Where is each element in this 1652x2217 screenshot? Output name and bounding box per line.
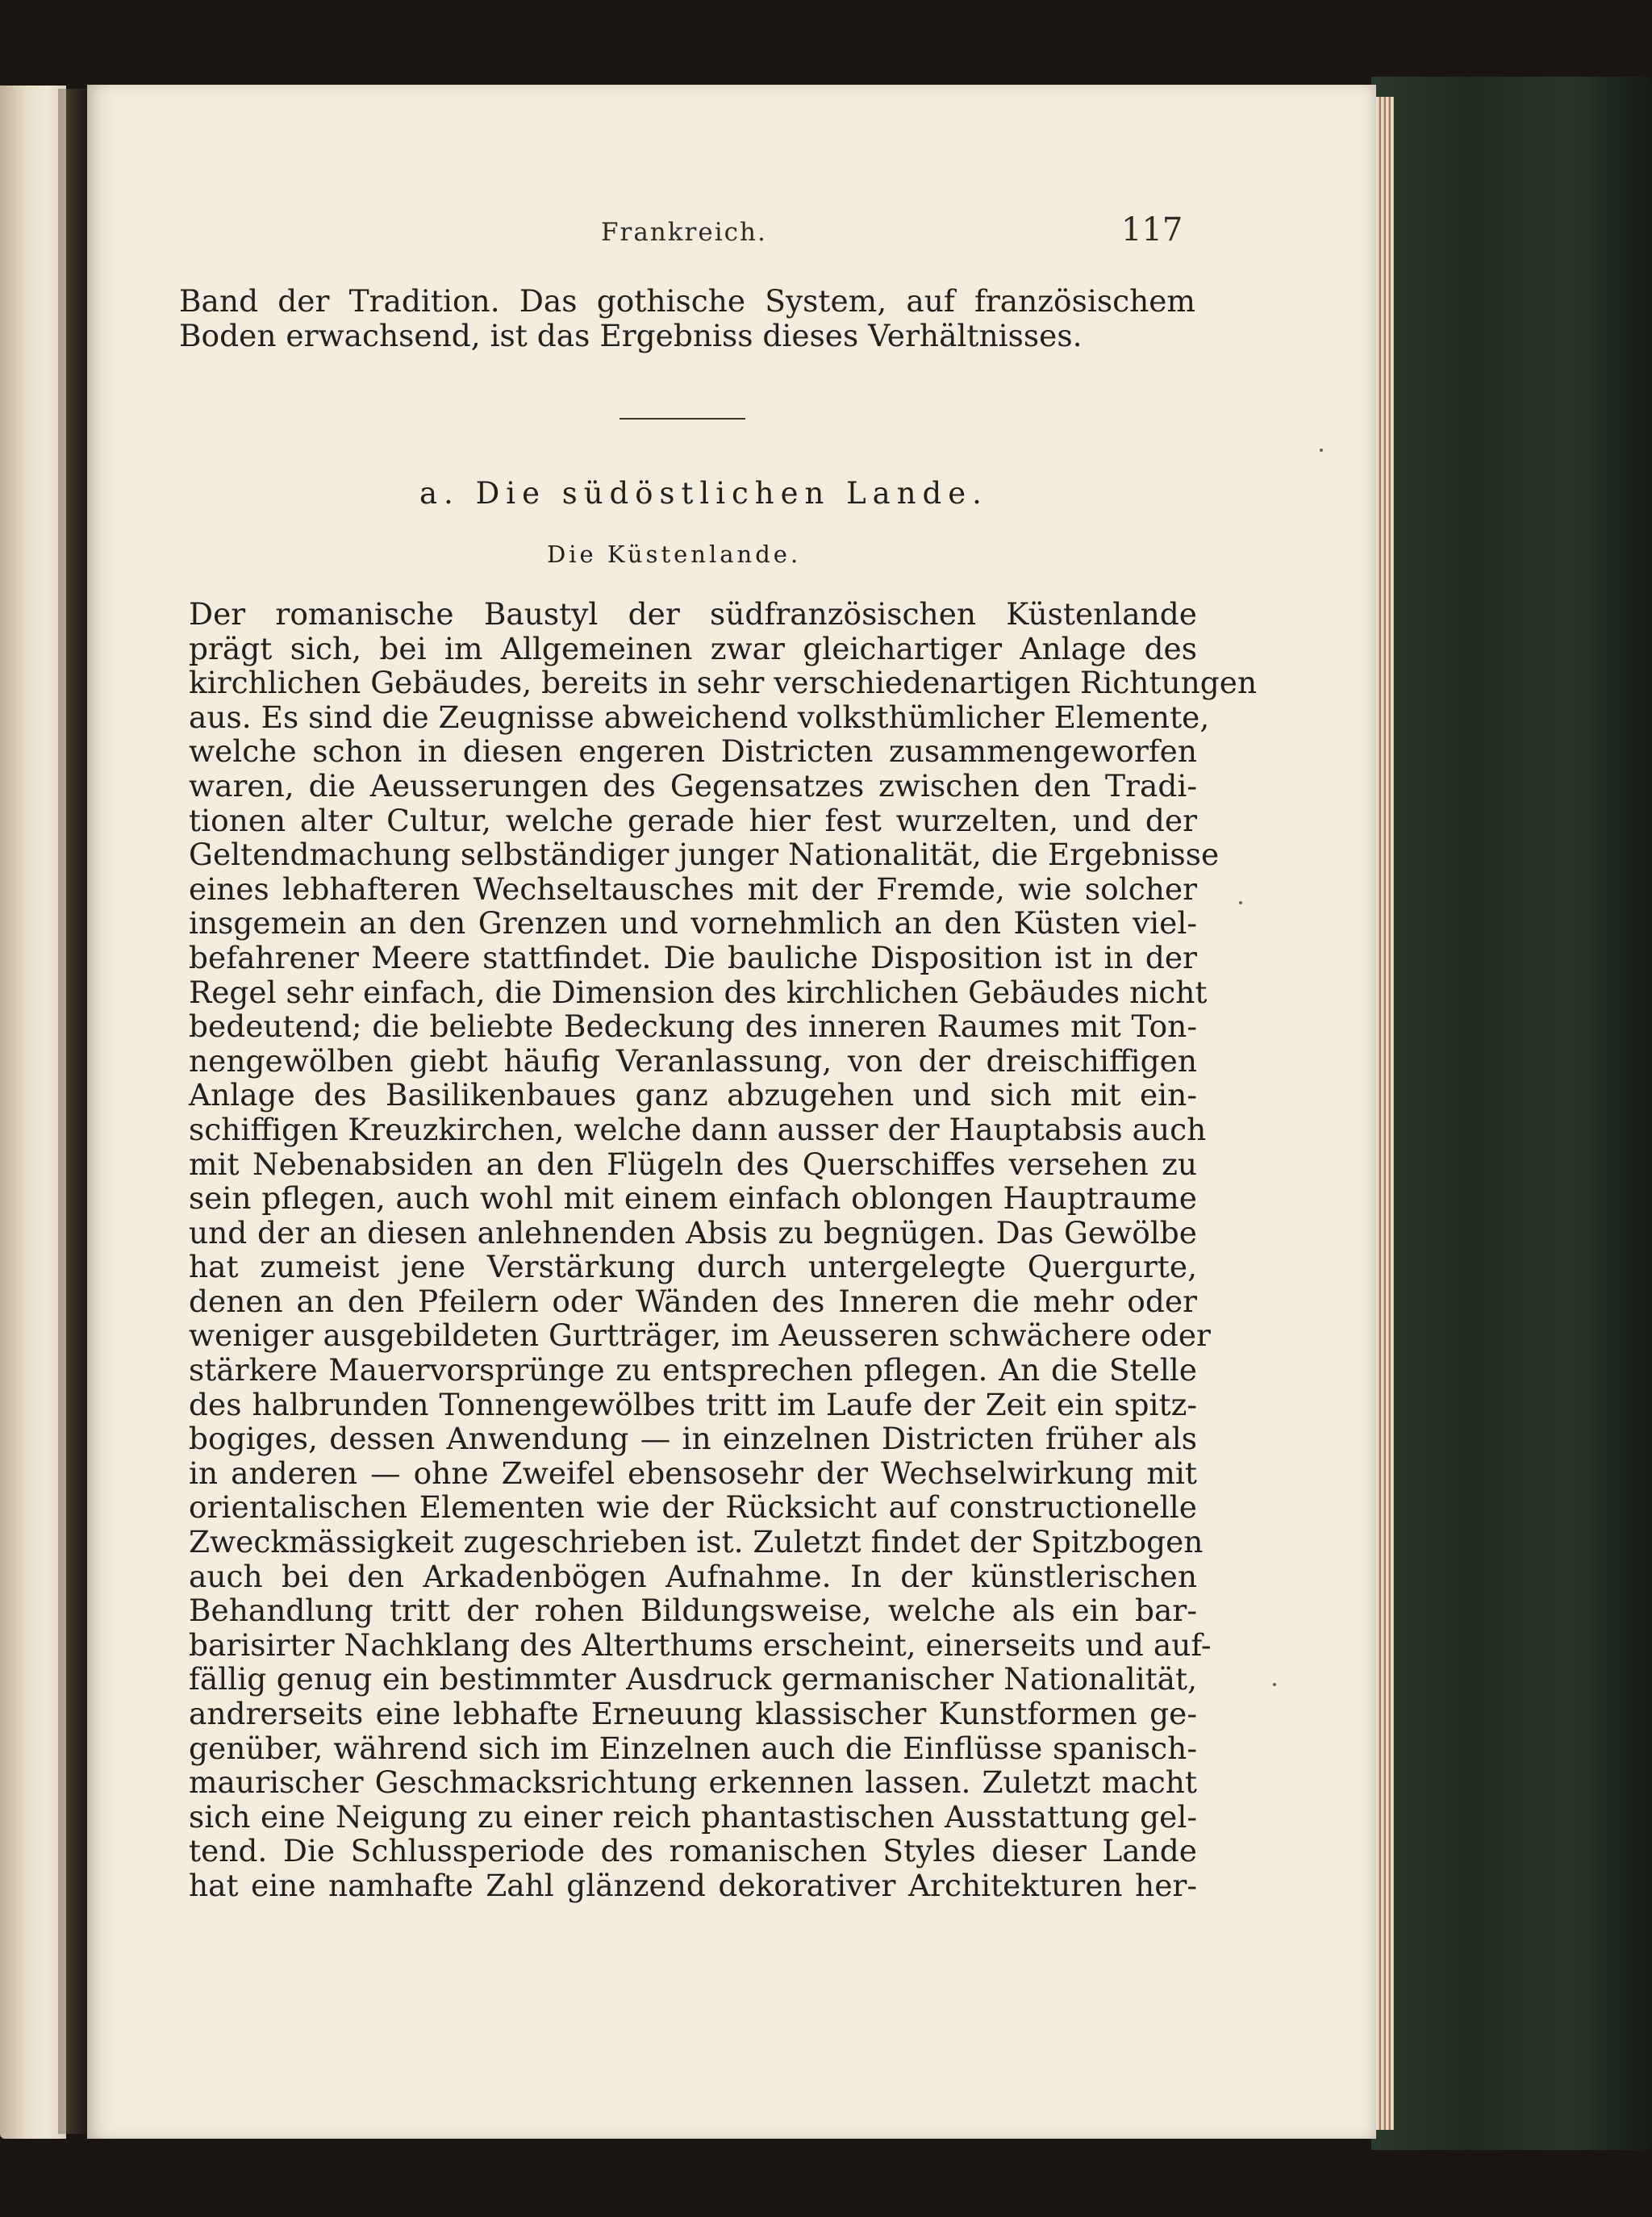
gutter-shadow (58, 89, 90, 2134)
text-line: sein pflegen, auch wohl mit einem einfach oblongen Hauptraume (189, 1180, 1197, 1217)
text-line: Anlage des Basilikenbaues ganz abzugehen und sich mit ein- (189, 1077, 1197, 1113)
text-line: befahrener Meere stattfindet. Die bauliche Disposition ist in der (189, 939, 1197, 975)
text-line: welche schon in diesen engeren Districten zusammengeworfen (189, 733, 1197, 770)
text-line: schiffigen Kreuzkirchen, welche dann ausser der Hauptabsis auch (189, 1111, 1207, 1147)
text-line: Behandlung tritt der rohen Bildungsweise, welche als ein bar- (189, 1593, 1197, 1629)
text-line: Band der Tradition. Das gothische System, auf französischem (179, 283, 1195, 319)
text-line: kirchlichen Gebäudes, bereits in sehr verschiedenartigen Richtungen (189, 665, 1258, 701)
text-line: stärkere Mauervorsprünge zu entsprechen pflegen. An die Stelle (189, 1352, 1197, 1388)
text-line: des halbrunden Tonnengewölbes tritt im Laufe der Zeit ein spitz- (189, 1386, 1197, 1422)
text-line: Geltendmachung selbständiger junger Nationalität, die Ergebnisse (189, 837, 1220, 873)
book-cover (1371, 77, 1652, 2150)
text-line: sich eine Neigung zu einer reich phantastischen Ausstattung gel- (189, 1798, 1197, 1835)
paper-speck (1273, 1683, 1276, 1686)
text-line: auch bei den Arkadenbögen Aufnahme. In der künstlerischen (189, 1558, 1197, 1594)
text-line: in anderen — ohne Zweifel ebensosehr der Wechselwirkung mit (189, 1455, 1197, 1491)
section-divider (620, 418, 745, 420)
text-line: weniger ausgebildeten Gurtträger, im Aeusseren schwächere oder (189, 1317, 1211, 1354)
text-line: fällig genug ein bestimmter Ausdruck germanischer Nationalität, (189, 1661, 1197, 1697)
text-line: Der romanische Baustyl der südfranzösischen Küstenlande (189, 596, 1197, 632)
text-line: orientalischen Elementen wie der Rücksicht auf constructionelle (189, 1489, 1197, 1526)
text-line: und der an diesen anlehnenden Absis zu begnügen. Das Gewölbe (189, 1214, 1197, 1250)
text-line: Regel sehr einfach, die Dimension des kirchlichen Gebäudes nicht (189, 974, 1208, 1010)
text-line: andrerseits eine lebhafte Erneuung klassischer Kunstformen ge- (189, 1696, 1197, 1731)
text-line: maurischer Geschmacksrichtung erkennen lassen. Zuletzt macht (189, 1764, 1197, 1801)
text-line: bogiges, dessen Anwendung — in einzelnen Districten früher als (189, 1421, 1197, 1457)
paper-speck (1320, 449, 1323, 452)
page-number: 117 (1121, 211, 1183, 248)
section-title: a. Die südöstlichen Lande. (419, 476, 988, 511)
text-line: hat zumeist jene Verstärkung durch untergelegte Quergurte, (189, 1249, 1197, 1285)
text-line: bedeutend; die beliebte Bedeckung des inneren Raumes mit Ton- (189, 1008, 1197, 1045)
left-page-edge (0, 86, 66, 2139)
text-line: insgemein an den Grenzen und vornehmlich an den Küsten viel- (189, 905, 1197, 941)
text-line: nengewölben giebt häufig Veranlassung, von der dreischiffigen (189, 1042, 1197, 1079)
text-line: tionen alter Cultur, welche gerade hier fest wurzelten, und der (189, 802, 1197, 838)
text-line: Zweckmässigkeit zugeschrieben ist. Zuletzt findet der Spitzbogen (189, 1524, 1204, 1560)
body-paragraph (189, 596, 1258, 1903)
text-line: eines lebhafteren Wechseltausches mit der Fremde, wie solcher (189, 871, 1197, 907)
text-line: tend. Die Schlussperiode des romanischen Styles dieser Lande (189, 1833, 1197, 1869)
text-line: aus. Es sind die Zeugnisse abweichend volksthümlicher Elemente, (189, 699, 1210, 735)
subsection-title: Die Küstenlande. (547, 541, 802, 568)
text-line: prägt sich, bei im Allgemeinen zwar gleichartiger Anlage des (189, 630, 1197, 666)
paper-speck (1239, 901, 1242, 904)
intro-paragraph (179, 284, 1195, 353)
text-line: hat eine namhafte Zahl glänzend dekorativer Architekturen her- (189, 1867, 1197, 1903)
running-title: Frankreich. (601, 218, 767, 247)
text-line: mit Nebenabsiden an den Flügeln des Querschiffes versehen zu (189, 1146, 1197, 1182)
text-line: Boden erwachsend, ist das Ergebniss dieses Verhältnisses. (179, 317, 1083, 353)
text-line: genüber, während sich im Einzelnen auch die Einflüsse spanisch- (189, 1730, 1197, 1766)
text-line: barisirter Nachklang des Alterthums erscheint, einerseits und auf- (189, 1626, 1212, 1663)
text-line: waren, die Aeusserungen des Gegensatzes zwischen den Tradi- (189, 767, 1197, 804)
text-line: denen an den Pfeilern oder Wänden des Inneren die mehr oder (189, 1283, 1197, 1319)
